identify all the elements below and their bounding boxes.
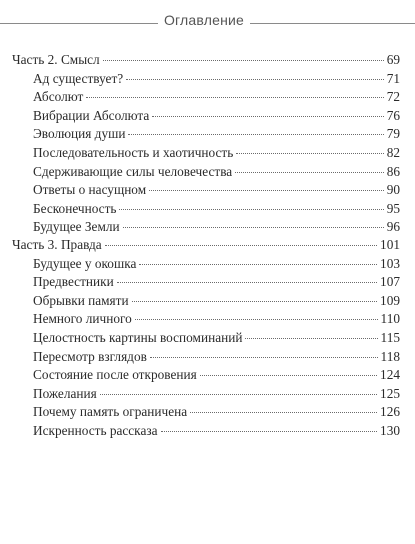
entry-title: Ответы о насущном — [33, 182, 147, 198]
page-number: 110 — [380, 311, 400, 327]
toc-entry[interactable] — [12, 218, 400, 237]
entry-title: Немного личного — [33, 311, 132, 327]
toc-entry[interactable] — [12, 403, 400, 422]
entry-title: Пожелания — [33, 385, 97, 401]
dot-leader — [123, 227, 384, 228]
dot-leader — [128, 134, 383, 135]
toc-entry[interactable] — [12, 273, 400, 292]
page-number: 126 — [380, 404, 400, 420]
page-number: 72 — [386, 89, 400, 105]
entry-title: Пересмотр взглядов — [33, 348, 147, 364]
dot-leader — [150, 357, 378, 358]
entry-title: Почему память ограничена — [33, 404, 188, 420]
page-number: 109 — [380, 292, 400, 308]
page-number: 95 — [386, 200, 400, 216]
entry-title: Последовательность и хаотичность — [33, 144, 234, 160]
dot-leader — [200, 375, 377, 376]
toc-entry[interactable] — [12, 107, 400, 126]
page-number: 125 — [380, 385, 400, 401]
dot-leader — [103, 60, 384, 61]
toc-header — [0, 10, 415, 34]
toc-section-part-3 — [12, 236, 400, 441]
toc-entry[interactable] — [12, 88, 400, 107]
entry-title: Эволюция души — [33, 126, 126, 142]
dot-leader — [132, 301, 377, 302]
entry-title: Искренность рассказа — [33, 422, 158, 438]
dot-leader — [139, 264, 377, 265]
dot-leader — [190, 412, 377, 413]
entry-title: Сдерживающие силы человечества — [33, 163, 233, 179]
part-title: Часть 3. Правда — [12, 237, 102, 252]
toc-entry[interactable] — [12, 310, 400, 329]
page-number: 86 — [386, 163, 400, 179]
toc-entry[interactable] — [12, 144, 400, 163]
page-number: 82 — [386, 144, 400, 160]
dot-leader — [235, 172, 384, 173]
dot-leader — [105, 245, 377, 246]
dot-leader — [152, 116, 383, 117]
entry-title: Будущее Земли — [33, 219, 120, 235]
entry-title: Абсолют — [33, 89, 84, 105]
page-number: 115 — [380, 329, 400, 345]
page-number: 90 — [386, 182, 400, 198]
toc-entry[interactable] — [12, 163, 400, 182]
entry-title: Будущее у окошка — [33, 255, 137, 271]
toc-section-part-2 — [12, 51, 400, 237]
page-number: 71 — [386, 70, 400, 86]
toc-entry[interactable] — [12, 385, 400, 404]
entry-title: Вибрации Абсолюта — [33, 107, 150, 123]
toc-entry[interactable] — [12, 366, 400, 385]
dot-leader — [236, 153, 383, 154]
dot-leader — [161, 431, 378, 432]
toc-part-entry[interactable] — [12, 236, 400, 255]
entry-title: Состояние после откровения — [33, 367, 197, 383]
page-number: 76 — [386, 107, 400, 123]
header-rule-right — [250, 23, 415, 24]
toc-entry[interactable] — [12, 70, 400, 89]
page-number: 130 — [380, 422, 400, 438]
toc-entry[interactable] — [12, 125, 400, 144]
toc-entry[interactable] — [12, 329, 400, 348]
part-title: Часть 2. Смысл — [12, 52, 100, 67]
dot-leader — [135, 319, 378, 320]
page-number: 103 — [380, 255, 400, 271]
toc-entry[interactable] — [12, 292, 400, 311]
entry-title: Обрывки памяти — [33, 292, 129, 308]
dot-leader — [100, 394, 377, 395]
toc-entry[interactable] — [12, 348, 400, 367]
page-number: 96 — [386, 219, 400, 235]
page-number: 107 — [380, 274, 400, 290]
toc-title: Оглавление — [163, 12, 245, 28]
page-number: 69 — [386, 52, 400, 67]
toc-entry[interactable] — [12, 422, 400, 441]
dot-leader — [126, 79, 384, 80]
dot-leader — [119, 209, 383, 210]
page-number: 124 — [380, 367, 400, 383]
dot-leader — [245, 338, 377, 339]
dot-leader — [117, 282, 377, 283]
page-number: 79 — [386, 126, 400, 142]
toc-entry[interactable] — [12, 255, 400, 274]
dot-leader — [149, 190, 384, 191]
entry-title: Ад существует? — [33, 70, 124, 86]
entry-title: Предвестники — [33, 274, 114, 290]
toc-entry[interactable] — [12, 200, 400, 219]
header-rule-left — [0, 23, 158, 24]
toc-part-entry[interactable] — [12, 51, 400, 70]
entry-title: Целостность картины воспоминаний — [33, 329, 243, 345]
page-number: 118 — [380, 348, 400, 364]
page-number: 101 — [380, 237, 400, 252]
dot-leader — [86, 97, 383, 98]
toc-entry[interactable] — [12, 181, 400, 200]
entry-title: Бесконечность — [33, 200, 117, 216]
